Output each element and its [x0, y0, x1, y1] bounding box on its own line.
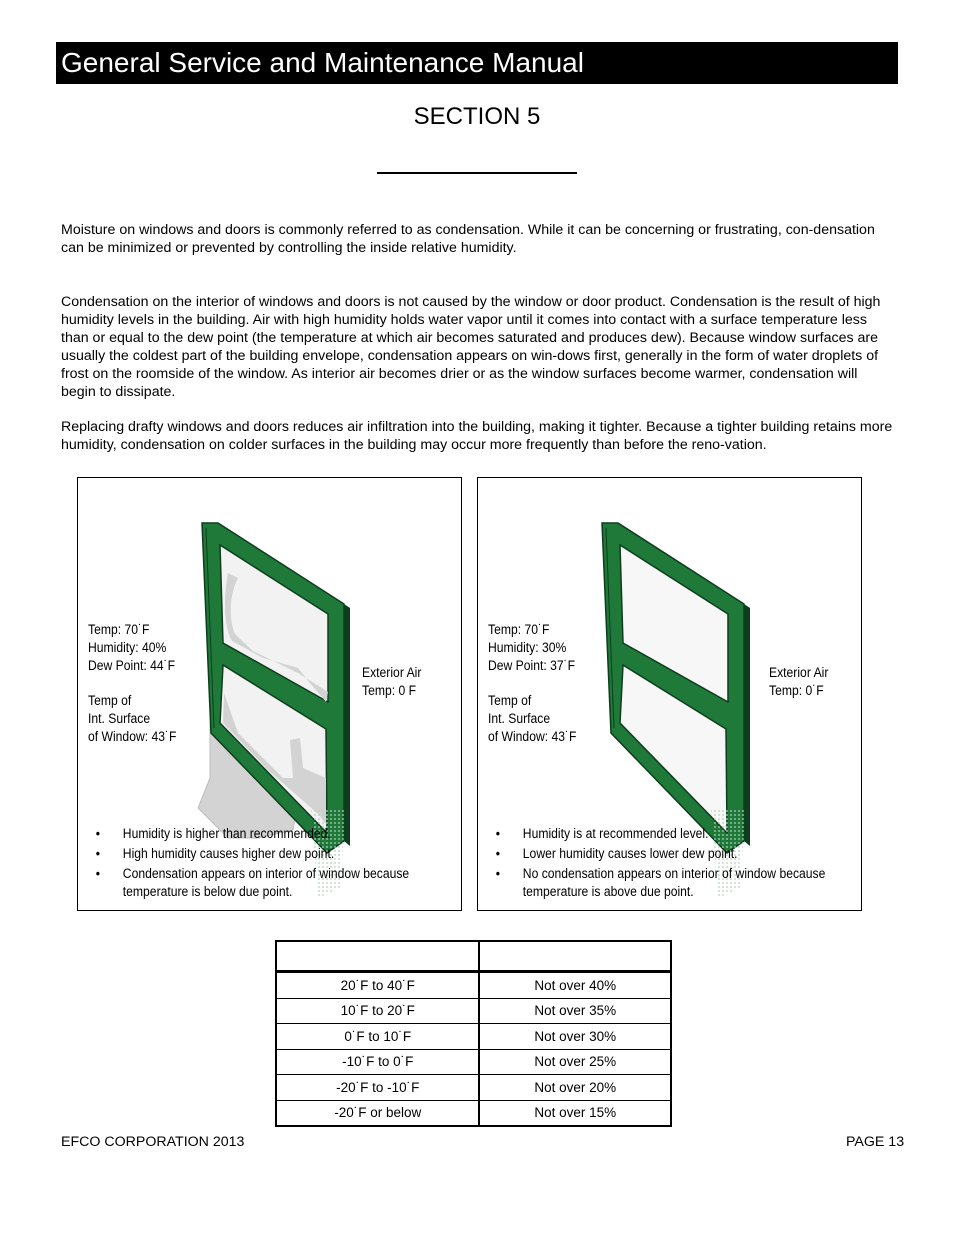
humidity-limit-cell: Not over 35%: [479, 998, 671, 1024]
humidity-limit-cell: Not over 15%: [479, 1100, 671, 1126]
indoor-conditions: [88, 621, 176, 746]
indoor-conditions: [488, 621, 576, 746]
manual-header: General Service and Maintenance Manual: [56, 42, 898, 84]
list-item: • High humidity causes higher dew point.: [94, 845, 450, 863]
outdoor-temp-cell: -20˙F to -10˙F: [276, 1075, 479, 1101]
humidity-limit-cell: Not over 20%: [479, 1075, 671, 1101]
footer-page-number: PAGE 13: [846, 1134, 905, 1150]
exterior-conditions: [769, 664, 828, 700]
outdoor-temp-cell: 0˙F to 10˙F: [276, 1024, 479, 1050]
exterior-temp: Temp: 0˙F: [769, 683, 824, 698]
outdoor-temp-cell: -10˙F to 0˙F: [276, 1049, 479, 1075]
surface-temp-line-2: Int. Surface: [88, 711, 151, 726]
exterior-label: Exterior Air: [362, 665, 422, 680]
surface-temp-line-3: of Window: 43˙F: [488, 729, 577, 744]
table-row: [276, 1024, 671, 1050]
intro-paragraph: Moisture on windows and doors is commonly referred to as condensation. While it can be concerning or frustrating, con-densation can be minimized or prevented by controlling the inside relative humidity.: [61, 222, 875, 256]
humidity-limit-cell: Not over 25%: [479, 1049, 671, 1075]
list-item: • Condensation appears on interior of window because temperature is below due point.: [94, 865, 450, 901]
list-item: • No condensation appears on interior of window because temperature is above due point.: [494, 865, 850, 901]
cause-paragraph: Condensation on the interior of windows and doors is not caused by the window or door product. Condensation is the result of high humidity levels in the building. Air with high humidity holds water vapor until it comes into contact with a surface temperature less than or equal to the dew point (the temperature at which air becomes saturated and produces dew). Because window surfaces are usually the coldest part of the building envelope, condensation appears on win-dows first, generally in the form of water droplets of frost on the roomside of the window. As interior air becomes drier or as the window surfaces become warmer, condensation will begin to dissipate.: [61, 294, 881, 400]
surface-temp-line-2: Int. Surface: [488, 711, 551, 726]
normal-humidity-panel: [477, 477, 862, 911]
section-title: SECTION 5: [413, 103, 541, 130]
indoor-humidity: Humidity: 40%: [88, 640, 167, 655]
dew-point: Dew Point: 44˙F: [88, 658, 176, 673]
humidity-limit-cell: Not over 30%: [479, 1024, 671, 1050]
table-row: [276, 972, 671, 999]
outdoor-temp-header: [276, 941, 479, 972]
high-humidity-panel: [77, 477, 462, 911]
list-item: • Lower humidity causes lower dew point.: [494, 845, 850, 863]
recommended-humidity-table: [275, 940, 672, 1127]
dew-point: Dew Point: 37˙F: [488, 658, 576, 673]
table-row: [276, 1049, 671, 1075]
outdoor-temp-cell: 10˙F to 20˙F: [276, 998, 479, 1024]
surface-temp-line-3: of Window: 43˙F: [88, 729, 177, 744]
outdoor-temp-cell: 20˙F to 40˙F: [276, 972, 479, 999]
indoor-temp: Temp: 70˙F: [488, 622, 550, 637]
indoor-temp: Temp: 70˙F: [88, 622, 150, 637]
title-underline: [377, 172, 577, 174]
surface-temp-line-1: Temp of: [488, 693, 532, 708]
indoor-humidity: Humidity: 30%: [488, 640, 567, 655]
humidity-limit-cell: Not over 40%: [479, 972, 671, 999]
exterior-temp: Temp: 0 F: [362, 683, 417, 698]
clear-window-notes: [494, 825, 850, 903]
table-row: [276, 1100, 671, 1126]
table-row: [276, 998, 671, 1024]
indoor-humidity-header: [479, 941, 671, 972]
table-header-row: [276, 941, 671, 972]
exterior-conditions: [362, 664, 421, 700]
list-item: • Humidity is at recommended level.: [494, 825, 850, 843]
exterior-label: Exterior Air: [769, 665, 829, 680]
table-row: [276, 1075, 671, 1101]
list-item: • Humidity is higher than recommended.: [94, 825, 450, 843]
surface-temp-line-1: Temp of: [88, 693, 132, 708]
condensation-notes: [94, 825, 450, 903]
footer-company: EFCO CORPORATION 2013: [61, 1134, 245, 1150]
renovation-paragraph: Replacing drafty windows and doors reduces air infiltration into the building, making it tighter. Because a tighter building retains more humidity, condensation on colder surfaces in the building may occur more frequently than before the reno-vation.: [61, 419, 893, 453]
outdoor-temp-cell: -20˙F or below: [276, 1100, 479, 1126]
